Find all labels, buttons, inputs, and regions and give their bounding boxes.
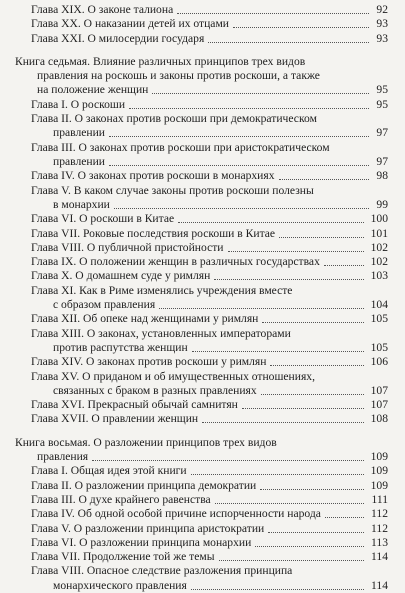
toc-entry-title: Глава XIII. О законах, установленных императорами [31, 326, 291, 340]
toc-chapter-entry[interactable] [0, 141, 405, 170]
toc-entry-title: Глава VIII. Опасное следствие разложения принципа [31, 564, 293, 578]
toc-entry-title: Глава XXI. О милосердии государя [31, 31, 205, 45]
toc-dot-leader [202, 422, 363, 423]
toc-chapter-entry[interactable] [0, 98, 405, 112]
toc-page-number: 111 [368, 493, 388, 507]
toc-chapter-entry[interactable] [0, 412, 405, 426]
toc-page-number: 98 [373, 169, 388, 183]
toc-dot-leader [219, 560, 365, 561]
toc-page-number: 105 [368, 341, 388, 355]
toc-entry-title: Глава VIII. О публичной пристойности [31, 240, 224, 254]
toc-page-number: 95 [373, 83, 388, 97]
toc-page-number: 109 [368, 464, 388, 478]
toc-entry-title: на положение женщин [37, 83, 149, 97]
toc-dot-leader [192, 351, 364, 352]
toc-entry-title: Глава XVII. О правлении женщин [31, 412, 199, 426]
toc-page-number: 102 [368, 241, 388, 255]
toc-page-number: 92 [373, 3, 388, 17]
toc-entry-title: правления на роскошь и законы против роскоши, а также [37, 69, 320, 83]
toc-page-number: 114 [368, 550, 388, 564]
toc-dot-leader [208, 42, 369, 43]
toc-page-number: 112 [368, 522, 388, 536]
toc-dot-leader [325, 517, 364, 518]
toc-chapter-entry[interactable] [0, 284, 405, 313]
toc-dot-leader [215, 503, 365, 504]
toc-book-entry[interactable] [0, 55, 405, 98]
toc-entry-title: правлении [53, 154, 106, 168]
toc-dot-leader [114, 208, 370, 209]
toc-chapter-entry[interactable] [0, 312, 405, 326]
toc-entry-title: Глава XVI. Прекрасный обычай самнитян [31, 398, 238, 412]
toc-chapter-entry[interactable] [0, 227, 405, 241]
toc-dot-leader [228, 251, 364, 252]
toc-chapter-entry[interactable] [0, 464, 405, 478]
toc-dot-leader [191, 474, 364, 475]
toc-page-number: 109 [368, 479, 388, 493]
toc-dot-leader [270, 365, 363, 366]
toc-entry-title: Глава XII. Об опеке над женщинами у римлян [31, 312, 259, 326]
toc-entry-title: Глава VII. Продолжение той же темы [31, 550, 215, 564]
toc-chapter-entry[interactable] [0, 269, 405, 283]
toc-page-number: 108 [368, 412, 388, 426]
toc-dot-leader [177, 13, 369, 14]
toc-entry-title: против распутства женщин [53, 340, 188, 354]
toc-entry-title: Глава IV. О законах против роскоши в монархиях [31, 169, 275, 183]
toc-chapter-entry[interactable] [0, 212, 405, 226]
toc-page-number: 97 [373, 126, 388, 140]
toc-page-number: 107 [368, 384, 388, 398]
toc-dot-leader [109, 165, 369, 166]
toc-page-number: 113 [368, 536, 388, 550]
toc-entry-title: Глава VI. О разложении принципа монархии [31, 535, 252, 549]
toc-page-number: 107 [368, 398, 388, 412]
toc-chapter-entry[interactable] [0, 255, 405, 269]
toc-dot-leader [260, 489, 363, 490]
toc-book-entry[interactable] [0, 436, 405, 465]
toc-entry-title: Глава XX. О наказании детей их отцами [31, 17, 229, 31]
toc-entry-title: в монархии [53, 197, 110, 211]
toc-chapter-entry[interactable] [0, 479, 405, 493]
toc-entry-title: Глава XI. Как в Риме изменялись учреждения вместе [31, 283, 293, 297]
toc-dot-leader [268, 532, 364, 533]
toc-entry-title: правлении [53, 126, 106, 140]
toc-dot-leader [233, 27, 369, 28]
toc-page-number: 105 [368, 312, 388, 326]
toc-chapter-entry[interactable] [0, 507, 405, 521]
toc-entry-title: Глава VI. О роскоши в Китае [31, 212, 175, 226]
toc-chapter-entry[interactable] [0, 3, 405, 17]
toc-page-number: 93 [373, 17, 388, 31]
toc-page-number: 114 [368, 579, 388, 593]
toc-entry-title: Глава III. О духе крайнего равенства [31, 492, 211, 506]
toc-entry-title: Глава I. О роскоши [31, 97, 126, 111]
toc-chapter-entry[interactable] [0, 536, 405, 550]
toc-page-number: 99 [373, 198, 388, 212]
toc-entry-title: Глава II. О разложении принципа демократии [31, 478, 257, 492]
toc-dot-leader [262, 322, 363, 323]
toc-entry-title: Глава XV. О приданом и об имущественных отношениях, [31, 369, 315, 383]
toc-dot-leader [242, 408, 364, 409]
toc-chapter-entry[interactable] [0, 550, 405, 564]
toc-entry-title: Глава V. В каком случае законы против роскоши полезны [31, 183, 314, 197]
toc-chapter-entry[interactable] [0, 184, 405, 213]
toc-dot-leader [279, 179, 370, 180]
toc-entry-title: Глава IV. Об одной особой причине испорченности народа [31, 507, 321, 521]
toc-entry-title: Глава II. О законах против роскоши при демократическом [31, 112, 317, 126]
toc-dot-leader [261, 394, 364, 395]
toc-dot-leader [92, 460, 363, 461]
toc-page-number: 93 [373, 32, 388, 46]
toc-entry-title: Книга восьмая. О разложении принципов трех видов [15, 435, 277, 449]
toc-chapter-entry[interactable] [0, 564, 405, 593]
toc-page-number: 101 [368, 227, 388, 241]
toc-page-number: 112 [368, 507, 388, 521]
toc-chapter-entry[interactable] [0, 169, 405, 183]
toc-dot-leader [159, 308, 363, 309]
toc-chapter-entry[interactable] [0, 327, 405, 356]
toc-page-number: 95 [373, 98, 388, 112]
toc-dot-leader [129, 108, 369, 109]
toc-chapter-entry[interactable] [0, 355, 405, 369]
toc-dot-leader [255, 546, 364, 547]
toc-page-number: 106 [368, 355, 388, 369]
toc-dot-leader [324, 265, 364, 266]
toc-page-number: 109 [368, 450, 388, 464]
toc-page-number: 102 [368, 255, 388, 269]
toc-entry-title: Книга седьмая. Влияние различных принципов трех видов [15, 54, 306, 68]
toc-chapter-entry[interactable] [0, 112, 405, 141]
toc-dot-leader [214, 279, 363, 280]
toc-chapter-entry[interactable] [0, 32, 405, 46]
toc-entry-title: Глава XIV. О законах против роскоши у римлян [31, 355, 267, 369]
toc-dot-leader [109, 136, 369, 137]
toc-dot-leader [279, 237, 364, 238]
toc-entry-title: связанных с браком в разных правлениях [53, 383, 257, 397]
toc-chapter-entry[interactable] [0, 493, 405, 507]
toc-chapter-entry[interactable] [0, 522, 405, 536]
toc-entry-title: Глава I. Общая идея этой книги [31, 464, 187, 478]
toc-dot-leader [152, 93, 369, 94]
toc-chapter-entry[interactable] [0, 17, 405, 31]
toc-entry-title: с образом правления [53, 297, 156, 311]
toc-page-number: 103 [368, 269, 388, 283]
toc-entry-title: Глава IX. О положении женщин в различных государствах [31, 255, 320, 269]
toc-entry-title: Глава XIX. О законе талиона [31, 3, 174, 16]
toc-page-number: 100 [368, 212, 388, 226]
toc-entry-title: монархического правления [53, 578, 187, 592]
toc-entry-title: Глава III. О законах против роскоши при аристократическом [31, 140, 330, 154]
toc-entry-title: Глава VII. Роковые последствия роскоши в Китае [31, 226, 276, 240]
toc-page-number: 104 [368, 298, 388, 312]
toc-entry-title: правления [37, 449, 89, 463]
toc-chapter-entry[interactable] [0, 398, 405, 412]
toc-page-number: 97 [373, 155, 388, 169]
toc-chapter-entry[interactable] [0, 241, 405, 255]
toc-chapter-entry[interactable] [0, 370, 405, 399]
toc-entry-title: Глава X. О домашнем суде у римлян [31, 269, 211, 283]
toc-dot-leader [178, 222, 363, 223]
toc-entry-title: Глава V. О разложении принципа аристократии [31, 521, 265, 535]
